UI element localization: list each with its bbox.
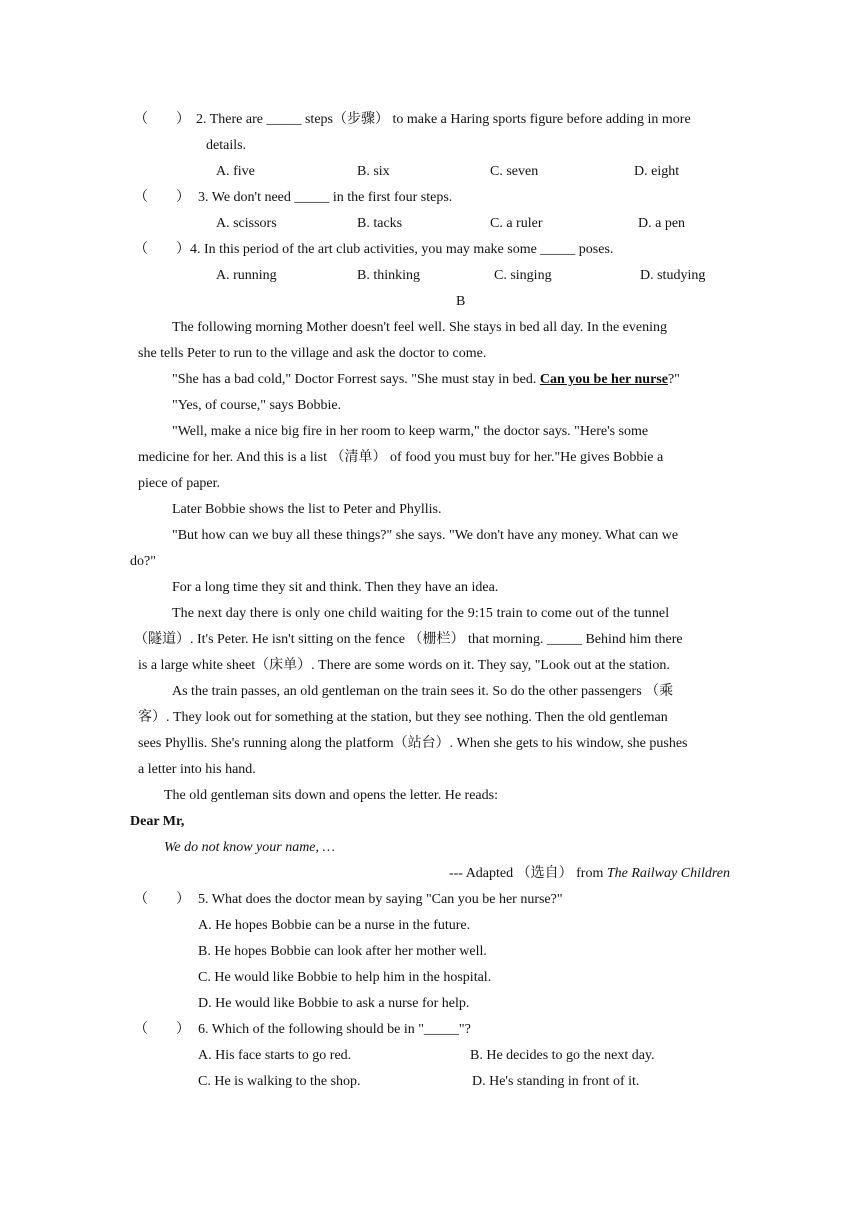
passage-line: is a large white sheet（床单）. There are some words on it. They say, "Look out at the station. [138, 658, 670, 673]
q5-option-c: C. He would like Bobbie to help him in the hospital. [198, 970, 492, 985]
passage-line: do?" [130, 554, 156, 569]
q3-option-c: C. a ruler [490, 216, 543, 231]
q5-option-b: B. He hopes Bobbie can look after her mother well. [198, 944, 487, 959]
q4-answer-paren[interactable]: （ ） [134, 242, 190, 257]
q3-option-d: D. a pen [638, 216, 686, 231]
passage-line: a letter into his hand. [138, 762, 256, 777]
passage-line: The next day there is only one child waiting for the 9:15 train to come out of the tunnel [172, 606, 670, 621]
letter-salutation: Dear Mr, [130, 814, 185, 829]
passage-line: For a long time they sit and think. Then they have an idea. [172, 580, 499, 595]
q4-option-c: C. singing [494, 268, 552, 283]
q6-answer-paren[interactable]: （ ） [134, 1022, 190, 1037]
q4-stem: 4. In this period of the art club activities, you may make some _____ poses. [190, 242, 614, 257]
source-prefix: --- Adapted （选自） from [448, 866, 607, 881]
q4-option-d: D. studying [640, 268, 706, 283]
q2-answer-paren[interactable]: （ ） [134, 112, 190, 127]
passage-text: "She has a bad cold," Doctor Forrest says. "She must stay in bed. [172, 372, 540, 387]
q4-option-a: A. running [216, 268, 277, 283]
q4-option-b: B. thinking [357, 268, 421, 283]
q3-stem: 3. We don't need _____ in the first four steps. [198, 190, 453, 205]
q2-option-a: A. five [216, 164, 255, 179]
passage-line: piece of paper. [138, 476, 221, 491]
passage-line: medicine for her. And this is a list （清单） of food you must buy for her."He gives Bobbie a [138, 450, 664, 465]
passage-line: As the train passes, an old gentleman on the train sees it. So do the other passengers （乘 [172, 684, 674, 699]
passage-line [172, 371, 680, 389]
letter-body: We do not know your name, … [164, 840, 335, 855]
q5-stem: 5. What does the doctor mean by saying "Can you be her nurse?" [198, 892, 563, 907]
q3-option-b: B. tacks [357, 216, 403, 231]
q2-option-d: D. eight [634, 164, 680, 179]
passage-source [449, 865, 730, 883]
passage-line: "Yes, of course," says Bobbie. [172, 398, 342, 413]
q2-stem-continued: details. [206, 138, 247, 153]
passage-line: "Well, make a nice big fire in her room to keep warm," the doctor says. "Here's some [172, 424, 649, 439]
q3-option-a: A. scissors [216, 216, 277, 231]
passage-line: （隧道）. It's Peter. He isn't sitting on the fence （栅栏） that morning. _____ Behind him there [134, 632, 683, 647]
section-label: B [456, 294, 466, 309]
q6-option-c: C. He is walking to the shop. [198, 1074, 361, 1089]
passage-line: 客）. They look out for something at the station, but they see nothing. Then the old gentleman [138, 710, 668, 725]
q2-option-c: C. seven [490, 164, 539, 179]
passage-line: "But how can we buy all these things?" she says. "We don't have any money. What can we [172, 528, 679, 543]
passage-line: sees Phyllis. She's running along the platform（站台）. When she gets to his window, she pushes [138, 736, 688, 751]
underlined-phrase: Can you be her nurse [539, 372, 668, 387]
q5-option-a: A. He hopes Bobbie can be a nurse in the future. [198, 918, 471, 933]
q2-option-b: B. six [357, 164, 390, 179]
source-title: The Railway Children [606, 866, 730, 881]
q2-stem: 2. There are _____ steps（步骤） to make a Haring sports figure before adding in more [196, 112, 691, 127]
q5-answer-paren[interactable]: （ ） [134, 892, 190, 907]
q6-option-a: A. His face starts to go red. [198, 1048, 352, 1063]
passage-text: ?" [667, 372, 680, 387]
q3-answer-paren[interactable]: （ ） [134, 190, 190, 205]
passage-line: The following morning Mother doesn't feel well. She stays in bed all day. In the evening [172, 320, 668, 335]
q6-option-d: D. He's standing in front of it. [472, 1074, 640, 1089]
q6-option-b: B. He decides to go the next day. [470, 1048, 655, 1063]
q6-stem: 6. Which of the following should be in "_____"? [198, 1022, 471, 1037]
passage-line: The old gentleman sits down and opens the letter. He reads: [164, 788, 498, 803]
passage-line: she tells Peter to run to the village and ask the doctor to come. [138, 346, 487, 361]
passage-line: Later Bobbie shows the list to Peter and Phyllis. [172, 502, 442, 517]
q5-option-d: D. He would like Bobbie to ask a nurse for help. [198, 996, 470, 1011]
